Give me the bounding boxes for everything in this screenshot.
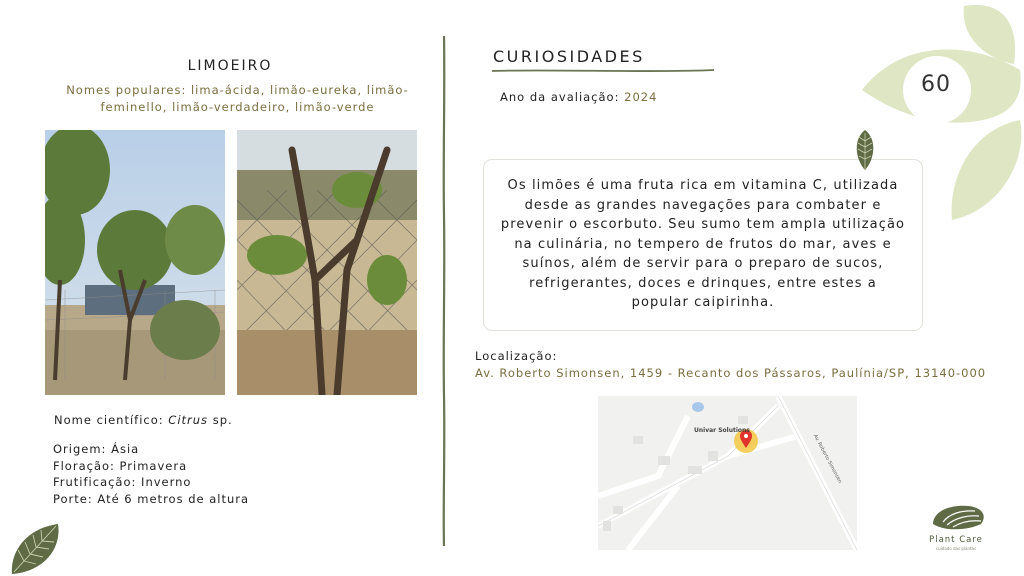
scientific-name-suffix: sp.	[212, 413, 233, 427]
leaf-icon	[853, 129, 877, 171]
fact-flowering: Floração: Primavera	[53, 458, 188, 473]
map-road-label: Av. Roberto Simonsen	[811, 433, 843, 485]
curiosities-box	[483, 159, 923, 331]
tree-photo-2	[237, 130, 417, 395]
column-divider	[440, 36, 448, 546]
scientific-name-genus: Citrus	[168, 413, 209, 427]
brand-tagline: cuidado das plantas	[935, 546, 977, 551]
scientific-name-label: Nome científico:	[54, 413, 164, 427]
fact-fruiting: Frutificação: Inverno	[53, 475, 192, 489]
leaf-corner-icon	[8, 520, 64, 576]
page-number: 60	[921, 72, 951, 97]
title-underline	[492, 68, 714, 74]
plant-facts	[53, 441, 249, 507]
curiosities-title: CURIOSIDADES	[493, 47, 645, 66]
location-map[interactable]	[598, 396, 857, 550]
map-place-label: Univar Solutions	[694, 427, 750, 434]
tree-photo-1	[45, 130, 225, 395]
evaluation-year-value: 2024	[624, 90, 658, 104]
popular-names: Nomes populares: lima-ácida, limão-eureka, limão-feminello, limão-verdadeiro, limão-verde	[66, 83, 409, 114]
leaf-cluster-icon	[860, 0, 1024, 225]
curiosities-text: Os limões é uma fruta rica em vitamina C, utilizada desde as grandes navegações para combater e prevenir o escorbuto. Seu sumo tem ampla utilização na culinária, no tempero de frutos do mar, aves e suínos, além de servir para o preparo de sucos, refrigerantes, doces e drinques, entre estes a popular caipirinha.	[500, 178, 906, 310]
scientific-name	[54, 413, 233, 427]
location-address[interactable]: Av. Roberto Simonsen, 1459 - Recanto dos Pássaros, Paulínia/SP, 13140-000	[475, 366, 987, 380]
evaluation-year-label: Ano da avaliação:	[500, 90, 620, 104]
fact-origin: Origem: Ásia	[53, 442, 140, 456]
plant-title: LIMOEIRO	[187, 58, 273, 74]
fact-size: Porte: Até 6 metros de altura	[53, 491, 250, 506]
evaluation-year	[500, 90, 657, 104]
brand-name: Plant Care	[929, 535, 983, 545]
location-label: Localização:	[475, 349, 558, 363]
